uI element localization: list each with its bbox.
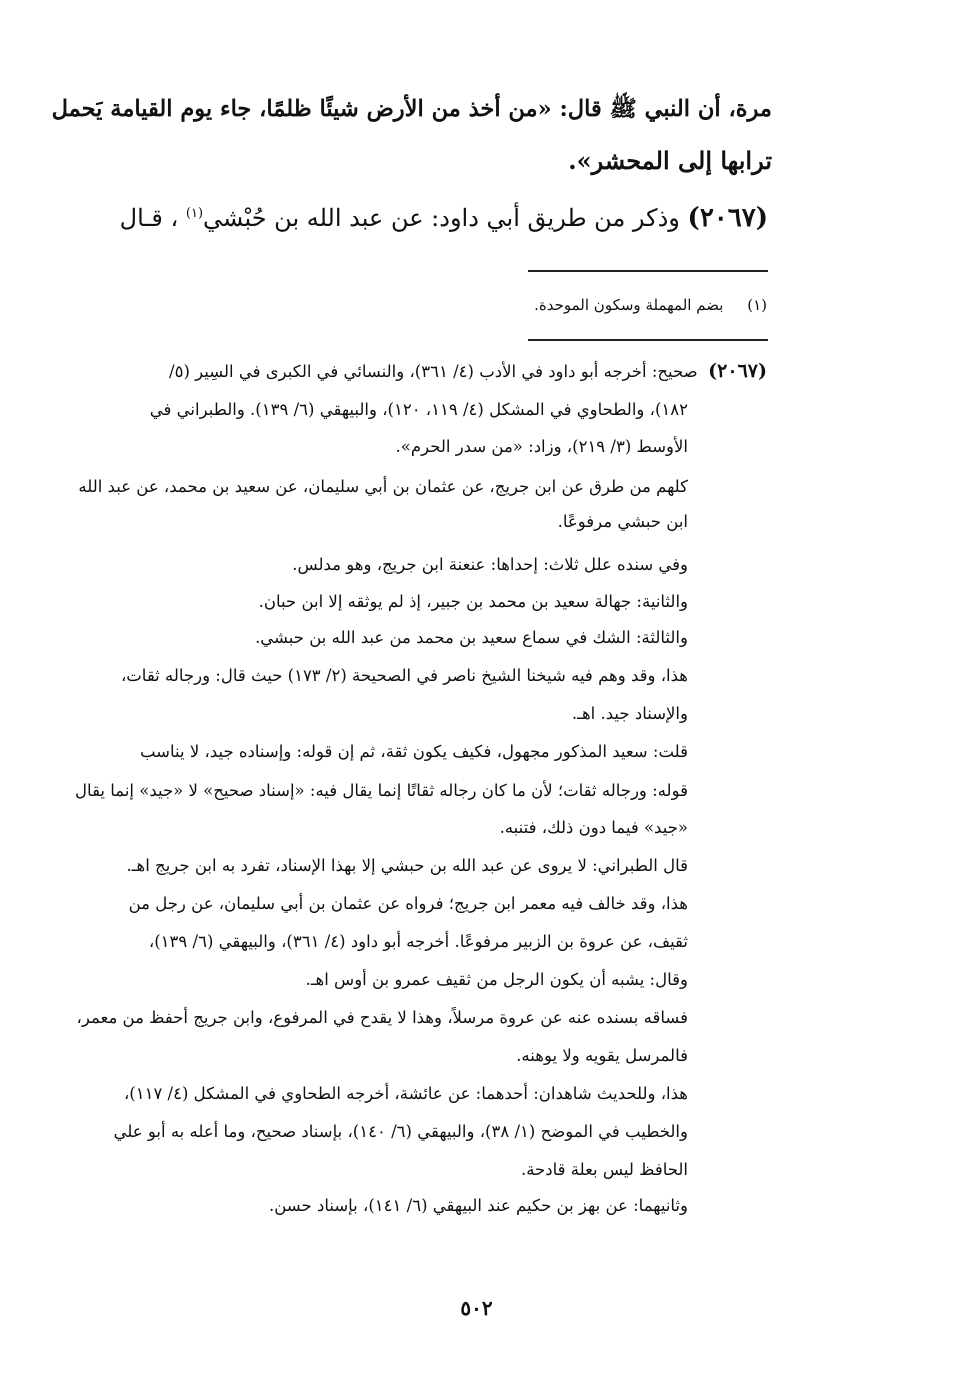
commentary-number: (٢٠٦٧) — [708, 360, 767, 382]
commentary-line-19: فالمرسل يقويه ولا يوهنه. — [516, 1046, 688, 1065]
commentary-line-18: فساقه بسنده عنه عن عروة مرسلاً، وهذا لا يقدح في المرفوع، وابن جريج أحفظ من معمر، — [76, 1008, 688, 1027]
commentary-line-3: الأوسط (٣/ ٢١٩)، وزاد: «من سدر الحرم». — [395, 437, 688, 456]
commentary-separator — [528, 339, 768, 341]
commentary-line-21: والخطيب في الموضح (١/ ٣٨)، والبيهقي (٦/ ١٤٠)، بإسناد صحيح، وما أعله به أبو علي — [113, 1122, 688, 1141]
hadith-number: (٢٠٦٧) — [687, 203, 768, 233]
footnote-separator — [528, 270, 768, 272]
commentary-line-13: «جيد» فيما دون ذلك، فتنبه. — [499, 818, 688, 837]
hadith-intro: وذكر من طريق أبي داود: عن عبد الله بن حُبْشي — [203, 204, 680, 232]
commentary-line-17: وقال: يشبه أن يكون الرجل من ثقيف عمرو بن أوس اهـ. — [305, 970, 688, 989]
hadith-intro-end: ، قـال — [119, 204, 179, 232]
commentary-line-6: وفي سنده علل ثلاث: إحداها: عنعنة ابن جريج، وهو مدلس. — [292, 555, 688, 574]
commentary-line-4: كلهم من طرق عن ابن جريج، عن عثمان بن أبي سليمان، عن سعيد بن محمد، عن عبد الله — [78, 477, 688, 496]
commentary-line-22: الحافظ ليس بعلة قادحة. — [520, 1160, 688, 1179]
commentary-line-12: قوله: ورجاله ثقات؛ لأن ما كان رجاله ثقاتًا إنما يقال فيه: «إسناد صحيح» لا «جيد» إنما يقال — [75, 781, 688, 800]
commentary-line-15: هذا، وقد خالف فيه معمر ابن جريج؛ فرواه عن عثمان بن أبي سليمان، عن رجل من — [128, 894, 688, 913]
footnote-reference: (١) — [185, 206, 204, 221]
main-text-line-3 — [30, 203, 768, 233]
commentary-line-7: والثانية: جهالة سعيد بن محمد بن جبير، إذ لم يوثقه إلا ابن حبان. — [258, 592, 688, 611]
page-number: ٥٠٢ — [460, 1296, 493, 1320]
commentary-line-14: قال الطبراني: لا يروى عن عبد الله بن حبشي إلا بهذا الإسناد، تفرد به ابن جريج اهـ. — [126, 856, 688, 875]
commentary-line-11: قلت: سعيد المذكور مجهول، فكيف يكون ثقة، ثم إن قوله: وإسناده جيد، لا يناسب — [139, 742, 688, 761]
commentary-text: صحيح: أخرجه أبو داود في الأدب (٤/ ٣٦١)، والنسائي في الكبرى في السِير (٥/ — [169, 362, 698, 381]
footnote — [534, 296, 767, 314]
footnote-text: بضم المهملة وسكون الموحدة. — [534, 296, 724, 314]
main-text-line-1: مرة، أن النبي ﷺ قال: «من أخذ من الأرض شيئًا ظلمًا، جاء يوم القيامة يَحمل — [51, 96, 772, 122]
commentary-line-16: ثقيف، عن عروة بن الزبير مرفوعًا. أخرجه أبو داود (٤/ ٣٦١)، والبيهقي (٦/ ١٣٩)، — [148, 932, 688, 951]
commentary-line-5: ابن حبشي مرفوعًا. — [557, 512, 688, 531]
footnote-marker: (١) — [747, 296, 767, 314]
commentary-line-23: وثانيهما: عن بهز بن حكيم عند البيهقي (٦/ ١٤١)، بإسناد حسن. — [269, 1196, 688, 1215]
commentary-line-2: ١٨٢)، والطحاوي في المشكل (٤/ ١١٩، ١٢٠)، والبيهقي (٦/ ١٣٩). والطبراني في — [149, 400, 688, 419]
commentary-line-9: هذا، وقد وهم فيه شيخنا الشيخ ناصر في الصحيحة (٢/ ١٧٣) حيث قال: ورجاله ثقات، — [120, 666, 688, 685]
commentary-line-1 — [169, 360, 767, 382]
commentary-line-8: والثالثة: الشك في سماع سعيد بن محمد من عبد الله بن حبشي. — [255, 628, 688, 647]
commentary-line-20: هذا، وللحديث شاهدان: أحدهما: عن عائشة، أخرجه الطحاوي في المشكل (٤/ ١١٧)، — [123, 1084, 688, 1103]
commentary-line-10: والإسناد جيد. اهـ. — [571, 704, 688, 723]
main-text-line-2: ترابها إلى المحشر». — [568, 146, 772, 175]
